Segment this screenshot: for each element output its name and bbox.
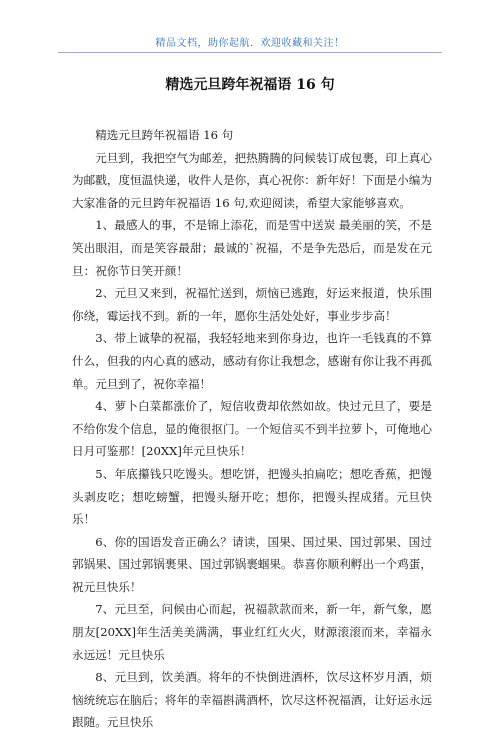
- paragraph-subtitle: 精选元旦跨年祝福语 16 句: [95, 128, 234, 142]
- paragraph-item-5: 5、年底攥钱只吃馒头。想吃饼，把馒头拍扁吃；想吃香蕉，把馒头剥皮吃；想吃螃蟹，把馒头掰开吃；想你，把馒头捏成猪。元旦快乐！: [72, 466, 432, 527]
- header-banner: 精品文档，助你起航．欢迎收藏和关注！: [155, 38, 345, 49]
- paragraph-item-7: 7、元旦至，问候由心而起，祝福款款而来，新一年，新气象，愿朋友[20XX]年生活美美满满，事业红红火火，财源滚滚而来，幸福永永远远！元旦快乐: [72, 602, 432, 662]
- paragraph-item-3: 3、带上诚挚的祝福，我轻轻地来到你身边，也许一毛钱真的不算什么，但我的内心真的感动，感动有你让我想念，感谢有你让我不再孤单。元旦到了，祝你幸福！: [72, 331, 432, 391]
- paragraph-item-2: 2、元旦又来到，祝福忙送到，烦恼已逃跑，好运来报道，快乐围你绕，霉运找不到。新的一年，愿你生活处处好，事业步步高！: [72, 286, 432, 323]
- paragraph-item-8: 8、元旦到，饮美酒。将年的不快倒进酒杯，饮尽这杯岁月酒，烦恼统统忘在脑后；将年的幸福斟满酒杯，饮尽这杯祝福酒，让好运永远跟随。元旦快乐: [72, 670, 432, 730]
- paragraph-item-6: 6、你的国语发音正确么？请读，国果、国过果、国过郭果、国过郭锅果、国过郭锅裹果、国过郭锅裹蝈果。恭喜你顺利孵出一个鸡蛋，祝元旦快乐！: [72, 534, 432, 594]
- paragraph-intro: 元旦到，我把空气为邮差，把热腾腾的问候装订成包裹，印上真心为邮戳，度恒温快递，收件人是你，真心祝你：新年好！下面是小编为大家准备的元旦跨年祝福语 16 句,欢迎阅读，希望大家能够喜欢。: [72, 150, 432, 210]
- document-body: [72, 124, 432, 734]
- paragraph-item-1: 1、最感人的事，不是锦上添花，而是雪中送炭 最美丽的笑，不是笑出眼泪，而是笑容最甜；最诚的`祝福，不是争先恐后，而是发在元旦：祝你节日笑开颜！: [72, 218, 432, 278]
- header-divider: [58, 52, 442, 53]
- document-title: 精选元旦跨年祝福语 16 句: [165, 77, 335, 93]
- paragraph-item-4: 4、萝卜白菜都涨价了，短信收费却依然如故。快过元旦了，要是不给你发个信息，显的俺很抠门。一个短信买不到半拉萝卜，可俺地心日月可鉴那！[20XX]年元旦快乐！: [72, 399, 432, 459]
